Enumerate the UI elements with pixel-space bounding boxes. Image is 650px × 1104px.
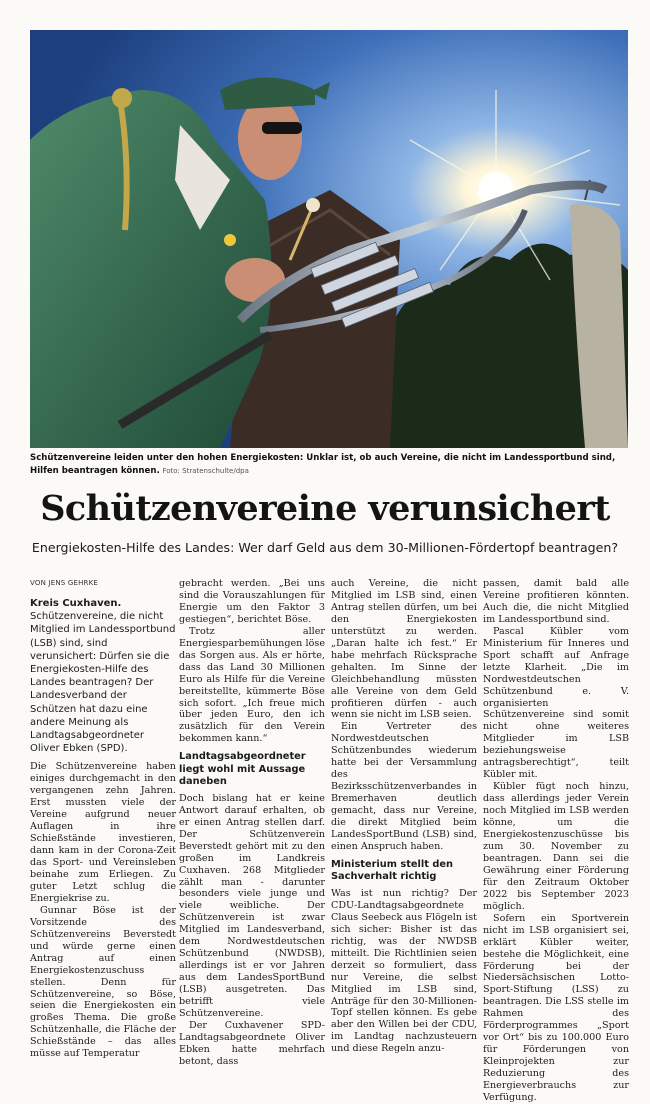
paragraph: Trotz aller Energiesparbemühungen löse das Sorgen aus. Als er hörte, dass das Land 30 Millionen Euro als Hilfe für die Vereine bereitstellte, kümmerte Böse sich sofort. „Ich freue mich über jeden Euro, den ich zusätzlich für den Verein bekommen kann.“ bbox=[179, 625, 325, 745]
dateline: Kreis Cuxhaven. bbox=[30, 597, 122, 609]
paragraph: auch Vereine, die nicht Mitglied im LSB sind, einen Antrag stellen dürfen, um bei den Energiekosten unterstützt zu werden. „Daran halte ich fest.“ Er habe mehrfach Rücksprache gehalten. Im Sinne der Gleichbehandlung müssten alle Vereine von dem Geld profitieren dürfen - auch wenn sie nicht im LSB seien. bbox=[331, 578, 477, 721]
lead-paragraph bbox=[30, 597, 176, 755]
paragraph: Was ist nun richtig? Der CDU-Landtagsabgeordnete Claus Seebeck aus Flögeln ist sich sicher: Bisher ist das richtig, was der NWDSB mitteilt. Die Richtlinien seien derzeit so formuliert, dass nur Vereine, die selbst Mitglied im LSB sind, Anträge für den 30-Millionen-Topf stellen können. Es gebe aber den Willen bei der CDU, im Landtag nachzusteuern und diese Regeln anzu- bbox=[331, 887, 477, 1055]
paragraph: Der Cuxhavener SPD-Landtagsabgeordnete Oliver Ebken hatte mehrfach betont, dass bbox=[179, 1019, 325, 1067]
photo-caption-text: Schützenvereine leiden unter den hohen Energiekosten: Unklar ist, ob auch Vereine, die nicht im Landessportbund sind, Hilfen beantragen können. bbox=[30, 453, 616, 476]
paragraph: Ein Vertreter des Nordwestdeutschen Schützenbundes wiederum hatte bei der Versammlung des Bezirksschützenverbandes in Bremerhaven deutlich gemacht, dass nur Vereine, die direkt Mitglied beim LandesSportBund (LSB) sind, einen Anspruch haben. bbox=[331, 721, 477, 852]
headline: Schützenvereine verunsichert bbox=[40, 488, 610, 529]
lead-text: Schützenvereine, die nicht Mitglied im Landessportbund (LSB) sind, sind verunsichert: Dürfen sie die Energiekosten-Hilfe des Landes beantragen? Der Landesverband der Schützen hat dazu eine andere Meinung als Landtagsabgeordneter Oliver Ebken (SPD). bbox=[30, 611, 176, 755]
section-subhead: Landtagsabgeordneter liegt wohl mit Aussage daneben bbox=[179, 751, 306, 788]
column-4 bbox=[483, 578, 629, 1104]
column-3 bbox=[331, 578, 477, 1055]
photo-caption bbox=[30, 452, 628, 477]
paragraph: gebracht werden. „Bei uns sind die Vorauszahlungen für Energie um den Faktor 3 gestiegen“, berichtet Böse. bbox=[179, 578, 325, 625]
paragraph: Sofern ein Sportverein nicht im LSB organisiert sei, erklärt Kübler weiter, bestehe die Möglichkeit, eine Förderung bei der Niedersächsischen Lotto-Sport-Stiftung (LSS) zu beantragen. Die LSS stelle im Rahmen des Förderprogrammes „Sport vor Ort“ bis zu 100.000 Euro für Förderungen von Kleinprojekten zur Reduzierung des Energieverbrauchs zur Verfügung. bbox=[483, 912, 629, 1103]
paragraph: Pascal Kübler vom Ministerium für Inneres und Sport schafft auf Anfrage letzte Klarheit. „Die im Nordwestdeutschen Schützenbund e. V. organisierten Schützenvereine sind somit nicht ohne weiteres Mitglieder im LSB beziehungsweise antragsberechtigt“, teilt Kübler mit. bbox=[483, 625, 629, 781]
photo-credit: Foto: Stratenschulte/dpa bbox=[162, 466, 249, 475]
paragraph: Gunnar Böse ist der Vorsitzende des Schützenvereins Beverstedt und würde gerne einen Antrag auf einen Energiekostenzuschuss stellen. Denn für Schützenvereine, so Böse, seien die Energiekosten ein großes Thema. Die große Schützenhalle, die Fläche der Schießstände – das alles müsse auf Temperatur bbox=[30, 904, 176, 1060]
section-subhead: Ministerium stellt den Sachverhalt richtig bbox=[331, 858, 453, 883]
paragraph: Die Schützenvereine haben einiges durchgemacht in den vergangenen zehn Jahren. Erst mussten viele der Vereine aufgrund neuer Auflagen in ihre Schießstände investieren, dann kam in der Corona-Zeit das Sport- und Vereinsleben beinahe zum Erliegen. Zu guter Letzt schlug die Energiekrise zu. bbox=[30, 761, 176, 904]
paragraph: Doch bislang hat er keine Antwort darauf erhalten, ob er einen Antrag stellen darf. Der Schützenverein Beverstedt gehört mit zu den großen im Landkreis Cuxhaven. 268 Mitglieder zählt man - darunter besonders viele junge und viele weibliche. Der Schützenverein ist zwar Mitglied im Landesverband, dem Nordwestdeutschen Schützenbund (NWDSB), allerdings ist er vor Jahren aus dem LandesSportBund (LSB) ausgetreten. Das betrifft viele Schützenvereine. bbox=[179, 792, 325, 1019]
column-1 bbox=[30, 578, 176, 1060]
byline: VON JENS GEHRKE bbox=[30, 579, 99, 587]
paragraph: Kübler fügt noch hinzu, dass allerdings jeder Verein noch Mitglied im LSB werden könne, um die Energiekostenzuschüsse bis zum 30. November zu beantragen. Dann sei die Gewährung einer Förderung für den Zeitraum Oktober 2022 bis September 2023 möglich. bbox=[483, 781, 629, 912]
article-photo bbox=[30, 30, 628, 448]
column-2 bbox=[179, 578, 325, 1068]
subheadline: Energiekosten-Hilfe des Landes: Wer darf Geld aus dem 30-Millionen-Fördertopf beantragen? bbox=[31, 540, 619, 555]
paragraph: passen, damit bald alle Vereine profitieren könnten. Auch die, die nicht Mitglied im Landessportbund sind. bbox=[483, 578, 629, 625]
photo-image bbox=[30, 30, 628, 448]
